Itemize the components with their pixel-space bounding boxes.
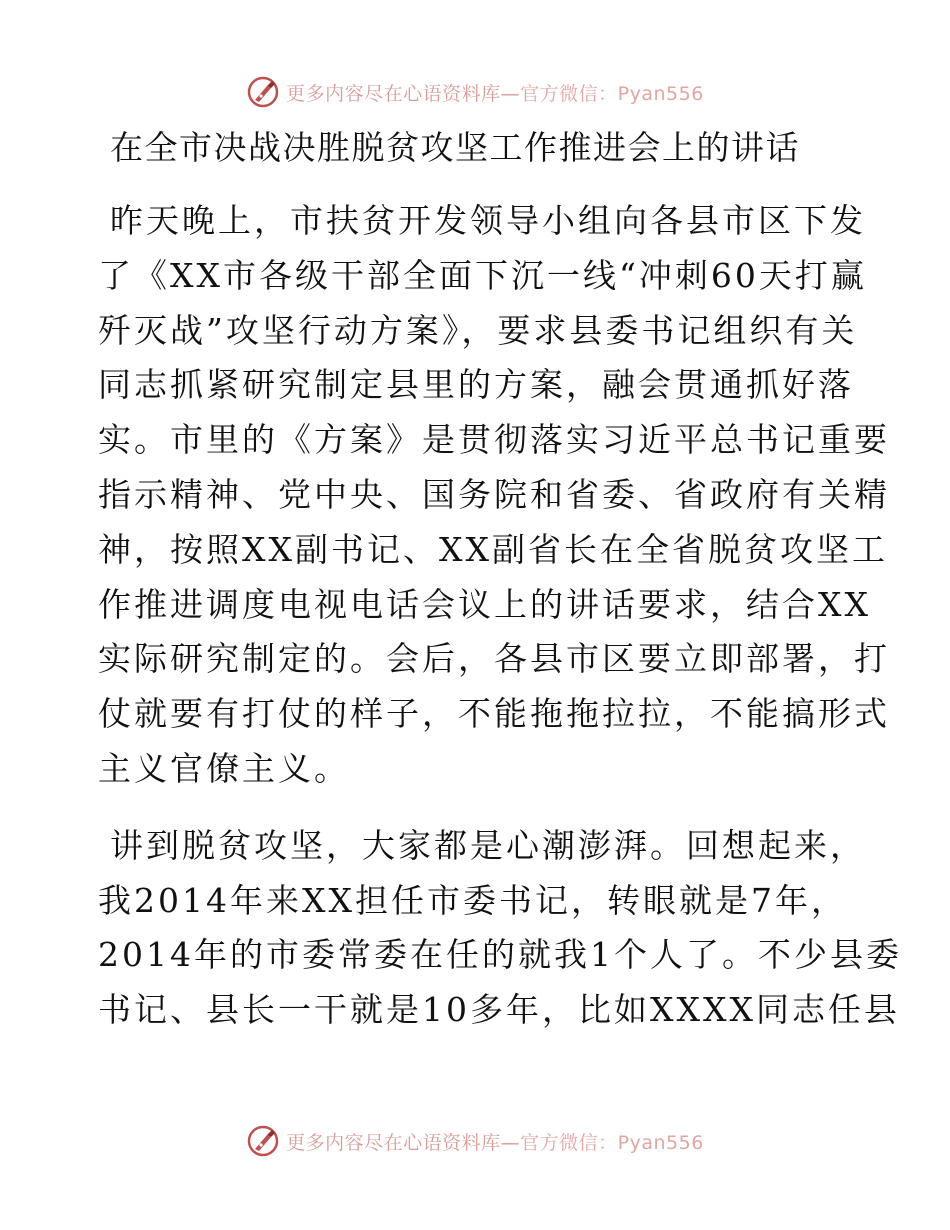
paragraph-line: 我2014年来XX担任市委书记，转眼就是7年， [98, 880, 847, 920]
paragraph-line: 同志抓紧研究制定县里的方案，融会贯通抓好落 [98, 365, 854, 405]
paragraph-line: 昨天晚上，市扶贫开发领导小组向各县市区下发 [110, 201, 866, 240]
paragraph-line: 歼灭战”攻坚行动方案》，要求县委书记组织有关 [98, 310, 858, 350]
paragraph-line: 书记、县长一干就是10多年，比如XXXX同志任县 [98, 990, 900, 1030]
document-title: 在全市决战决胜脱贫攻坚工作推进会上的讲话 [110, 128, 800, 167]
paragraph-line: 讲到脱贫攻坚，大家都是心潮澎湃。回想起来， [110, 825, 866, 865]
banner-site-name: 更多内容尽在心语资料库 [286, 82, 501, 105]
paragraph-2 [98, 819, 902, 1038]
pen-nib-circle-icon [246, 1124, 280, 1158]
paragraph-line: 实。市里的《方案》是贯彻落实习近平总书记重要 [98, 420, 890, 460]
paragraph-line: 了《XX市各级干部全面下沉一线“冲刺60天打赢 [98, 255, 867, 295]
banner-wechat-id: 官方微信：Pyan556 [520, 82, 704, 105]
document-body [98, 124, 902, 1038]
paragraph-line: 仗就要有打仗的样子，不能拖拖拉拉，不能搞形式 [98, 694, 890, 734]
paragraph-line: 主义官僚主义。 [98, 748, 350, 788]
banner-separator: — [500, 82, 521, 105]
banner-separator: — [500, 1131, 521, 1154]
pen-nib-circle-icon [246, 75, 280, 109]
banner-site-name: 更多内容尽在心语资料库 [286, 1131, 501, 1154]
banner-text [286, 79, 704, 106]
paragraph-line: 2014年的市委常委在任的就我1个人了。不少县委 [98, 935, 902, 975]
paragraph-line: 神，按照XX副书记、XX副省长在全省脱贫攻坚工 [98, 529, 888, 569]
paragraph-1 [98, 194, 890, 797]
paragraph-line: 指示精神、党中央、国务院和省委、省政府有关精 [98, 474, 890, 514]
header-watermark-banner [0, 72, 950, 112]
banner-wechat-id: 官方微信：Pyan556 [520, 1131, 704, 1154]
footer-watermark-banner [0, 1121, 950, 1161]
paragraph-line: 实际研究制定的。会后，各县市区要立即部署，打 [98, 639, 890, 679]
banner-text [286, 1128, 704, 1155]
paragraph-line: 作推进调度电视电话会议上的讲话要求，结合XX [98, 584, 871, 624]
